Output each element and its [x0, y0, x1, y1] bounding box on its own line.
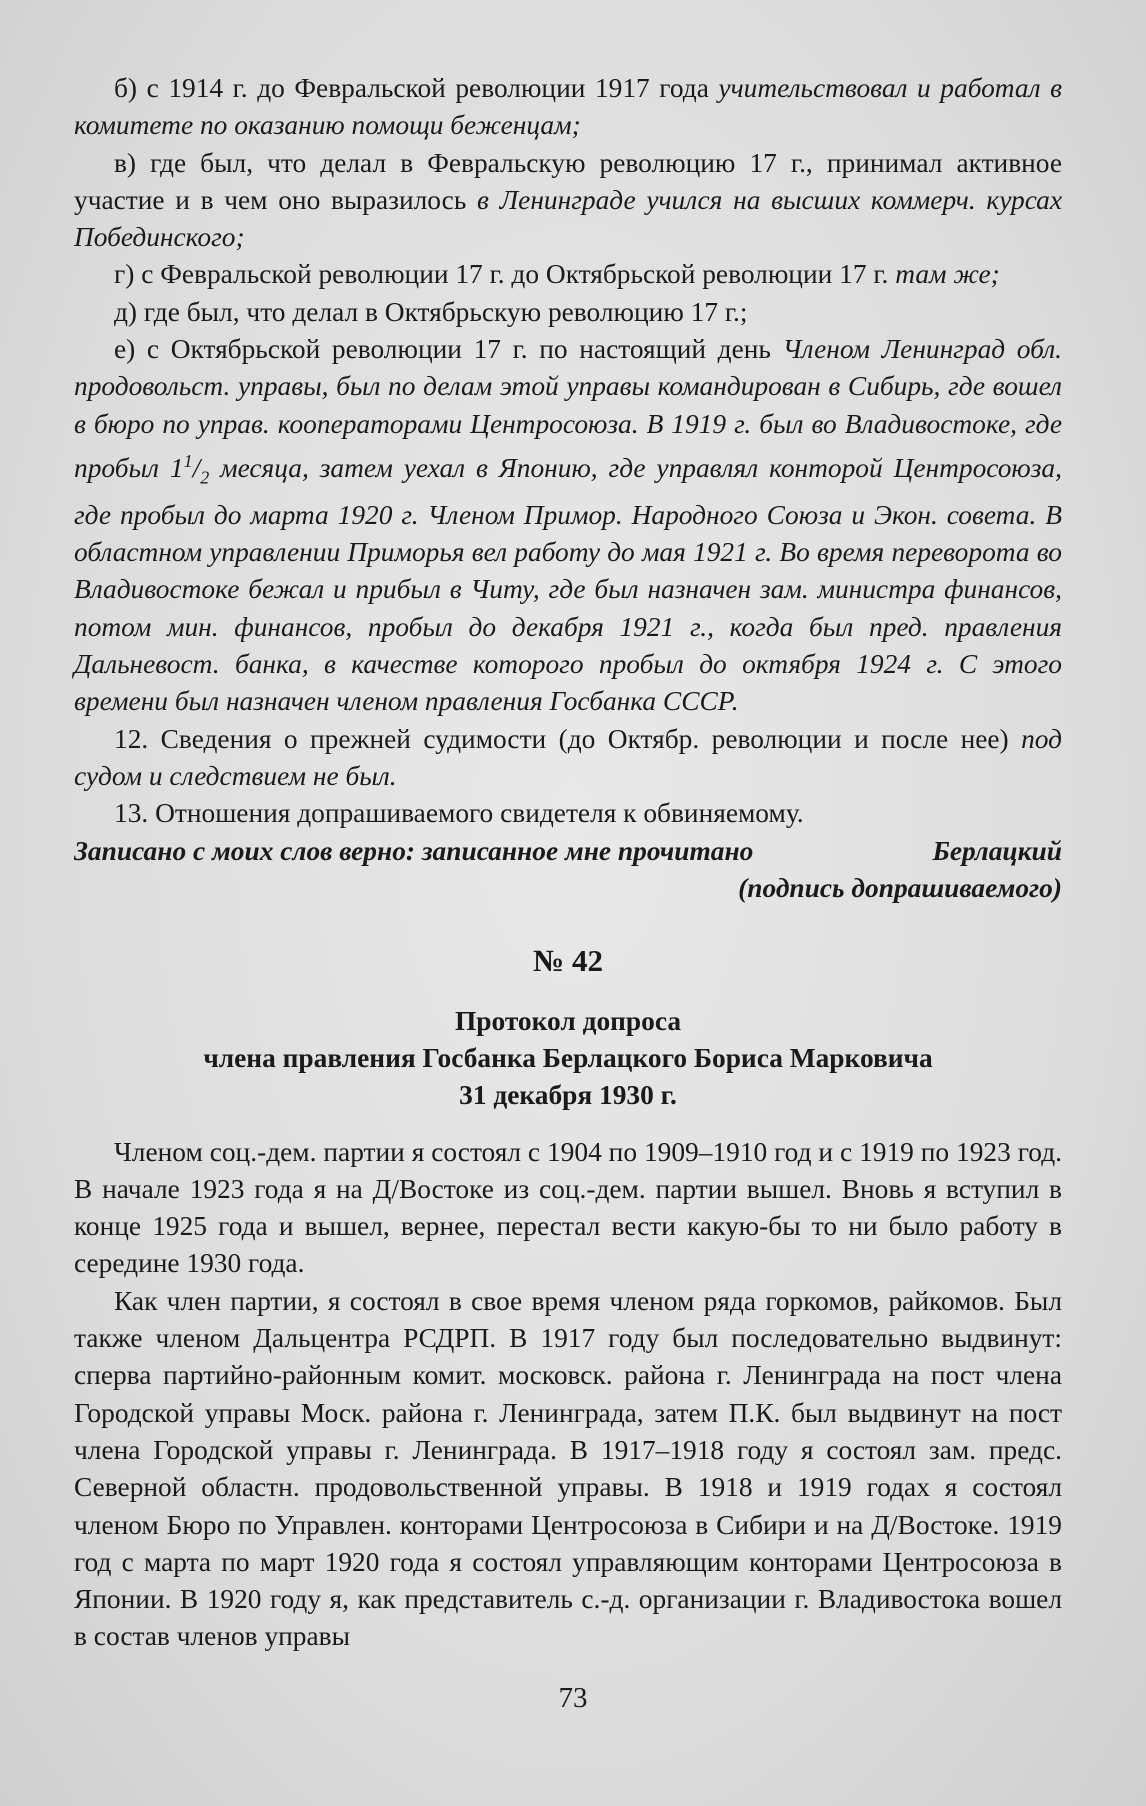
page-number: 73 — [558, 1682, 588, 1714]
item-b: б) с 1914 г. до Февральской революции 1917 года учительствовал и работал в комитете по оказанию помощи беженцам; — [74, 73, 1062, 141]
item-13: 13. Отношения допрашиваемого свидетеля к обвиняемому. — [114, 798, 804, 829]
signature-line — [74, 833, 1062, 870]
document-date: 31 декабря 1930 г. — [459, 1079, 677, 1110]
signature-caption: (подпись допрашиваемого) — [738, 872, 1062, 903]
body-paragraph-2: Как член партии, я состоял в свое время членом ряда горкомов, райкомов. Был также членом Дальцентра РСДРП. В 1917 году был последовательно выдвинут: сперва партийно-районным комит. московск. района г. Ленинграда на пост члена Городской управы Моск. района г. Ленинграда, затем П.К. был выдвинут на пост члена Городской управы г. Ленинграда. В 1917–1918 году я состоял зам. предс. Северной областн. продовольственной управы. В 1918 и 1919 годах я состоял членом Бюро по Управлен. конторами Центросоюза в Сибири и на Д/Востоке. 1919 год с марта по март 1920 года я состоял управляющим конторами Центросоюза в Японии. В 1920 году я, как представитель с.-д. организации г. Владивостока вошел в состав членов управы — [74, 1285, 1062, 1652]
signature-name: Берлацкий — [932, 835, 1062, 866]
body-paragraph-1: Членом соц.-дем. партии я состоял с 1904 по 1909–1910 год и с 1919 по 1923 год. В начале 1923 года я на Д/Востоке из соц.-дем. партии вышел. Вновь я вступил в конце 1925 года и вышел, вернее, перестал вести какую-бы то ни было работу в середине 1930 года. — [74, 1136, 1062, 1279]
signature-statement: Записано с моих слов верно: записанное мне прочитано — [74, 835, 754, 866]
document-number: № 42 — [533, 942, 603, 978]
document-subtitle: члена правления Госбанка Берлацкого Бориса Марковича — [203, 1042, 933, 1073]
item-12: 12. Сведения о прежней судимости (до Октябр. революции и после нее) под судом и следствием не был. — [74, 723, 1062, 791]
item-e: е) с Октябрьской революции 17 г. по настоящий день Членом Ленинград обл. продовольст. управы, был по делам этой управы командирован в Сибирь, где вошел в бюро по управ. кооператорами Центросоюза. В 1919 г. был во Владивостоке, где пробыл $1^1/_2$ месяца, затем уехал в Японию, где управлял конторой Центросоюза, где пробыл до марта 1920 г. Членом Примор. Народного Союза и Экон. совета. В областном управлении Приморья вел работу до мая 1921 г. Во время переворота во Владивостоке бежал и прибыл в Читу, где был назначен зам. министра финансов, потом мин. финансов, пробыл до декабря 1921 г., когда был пред. правления Дальневост. банка, в качестве которого пробыл до октября 1924 г. С этого времени был назначен членом правления Госбанка СССР. — [74, 334, 1062, 717]
item-v: в) где был, что делал в Февральскую революцию 17 г., принимал активное участие и в чем оно выразилось в Ленинграде учился на высших коммерч. курсах Побединского; — [74, 147, 1062, 253]
item-g: г) с Февральской революции 17 г. до Октябрьской революции 17 г. там же; — [114, 259, 1000, 290]
document-title: Протокол допроса — [454, 1005, 682, 1036]
item-d: д) где был, что делал в Октябрьскую революцию 17 г.; — [114, 296, 748, 327]
